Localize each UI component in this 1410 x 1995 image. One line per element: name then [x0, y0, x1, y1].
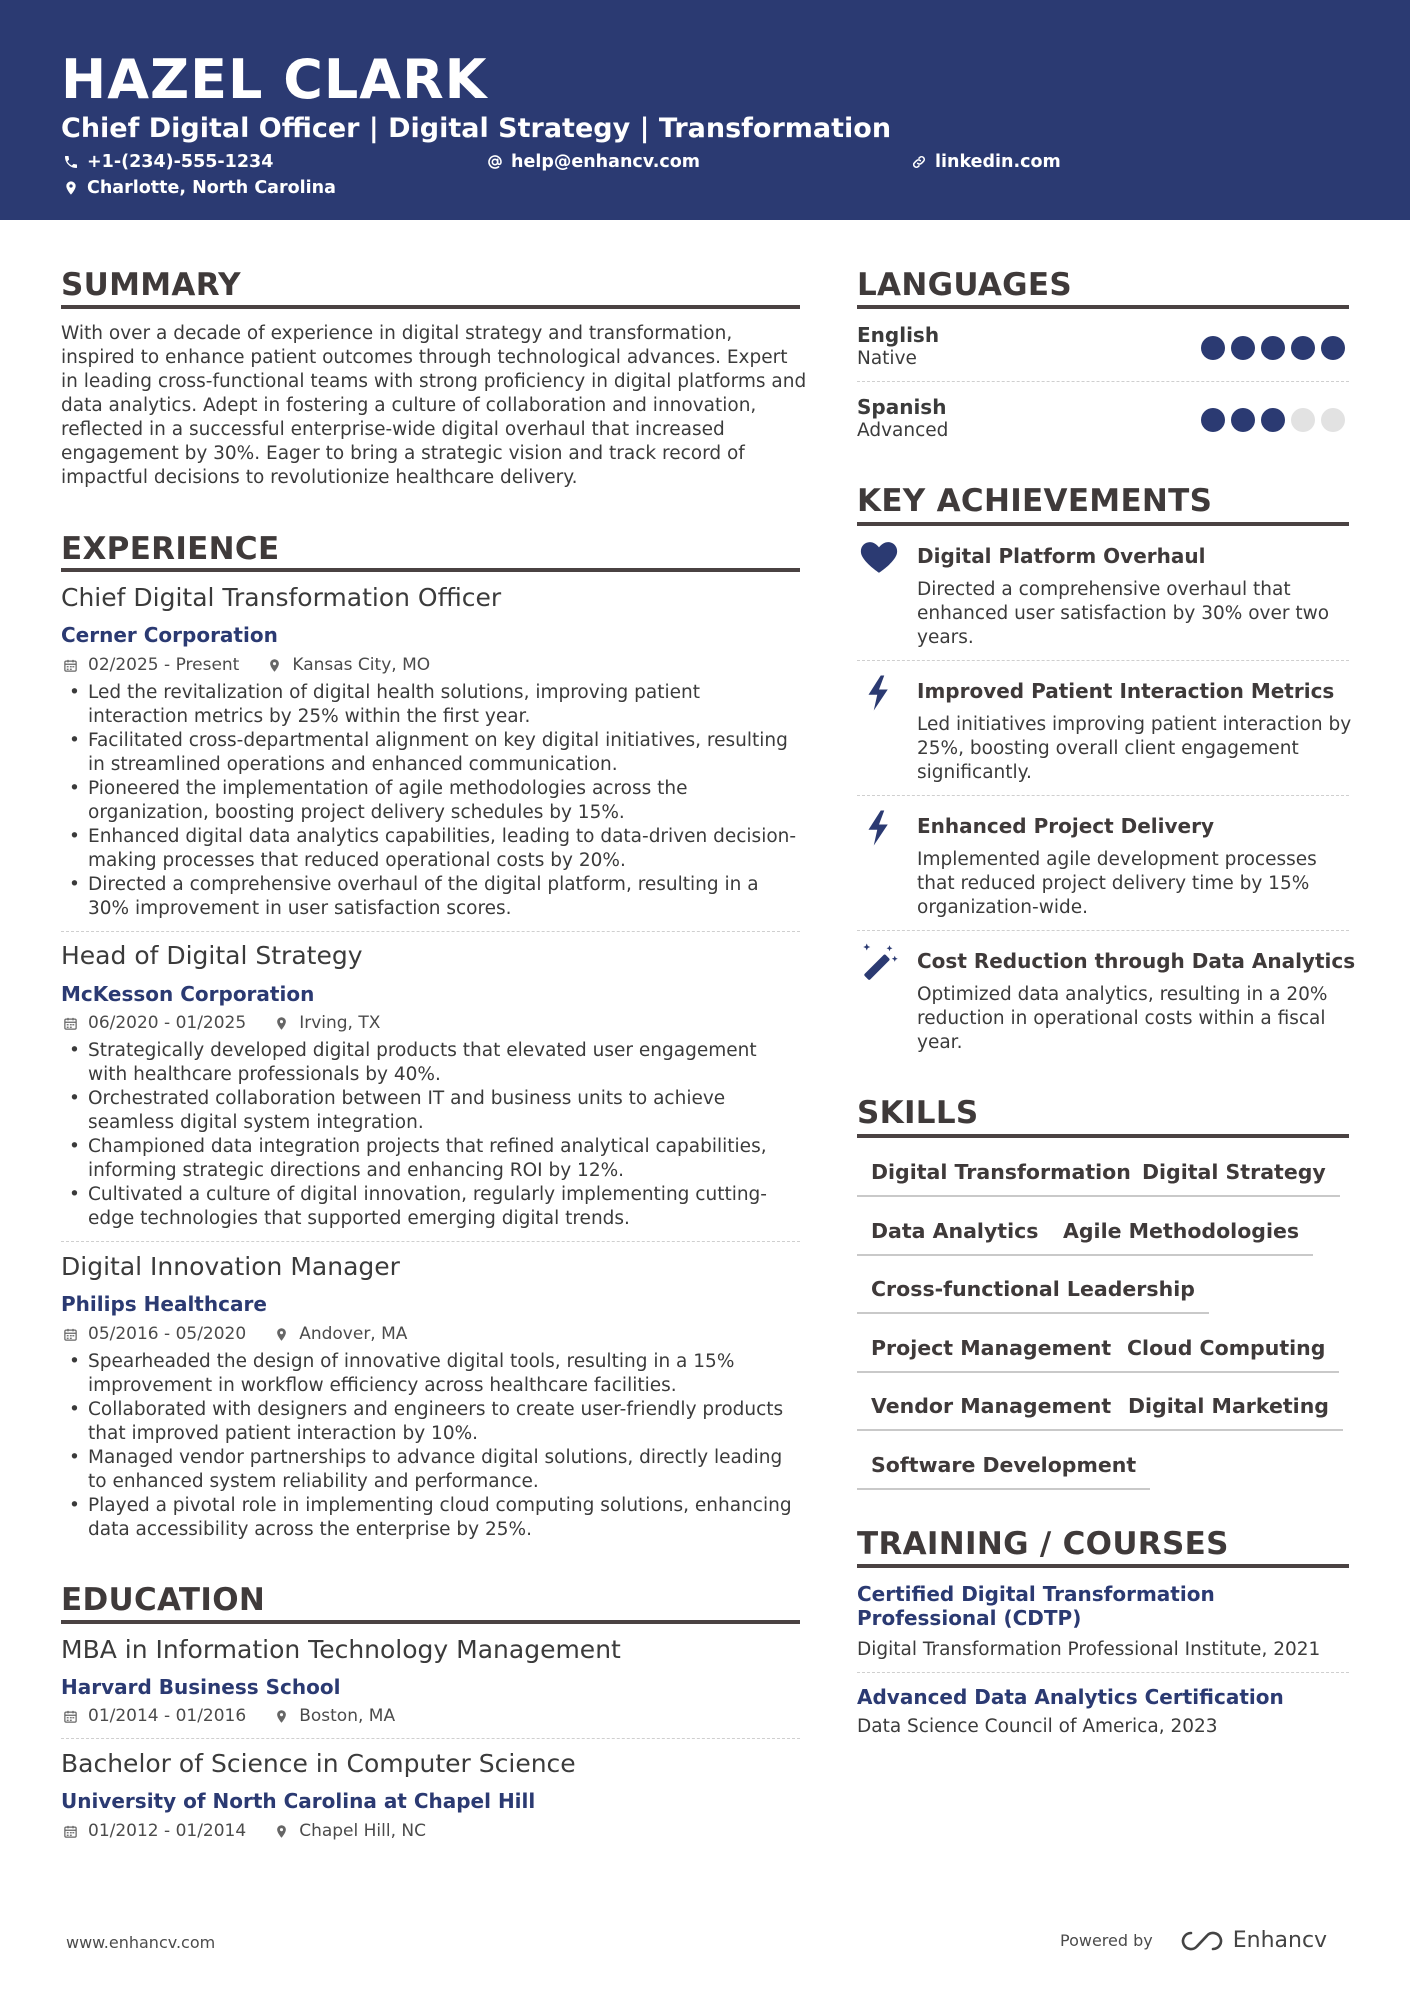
job-dates: 05/2016 - 05/2020 — [88, 1324, 247, 1344]
language-name: Spanish — [857, 395, 947, 419]
job-meta — [63, 1323, 407, 1345]
summary-heading: SUMMARY — [61, 267, 241, 303]
language-divider — [857, 381, 1349, 382]
footer-website[interactable]: www.enhancv.com — [66, 1933, 216, 1952]
link-icon — [911, 154, 927, 170]
bullet-item: • Played a pivotal role in implementing cloud computing solutions, enhancing data accessibility across the enterprise by 25%. — [61, 1494, 801, 1542]
calendar-icon — [63, 1327, 78, 1342]
skills-rule — [857, 1134, 1349, 1138]
achievement-desc: Optimized data analytics, resulting in a 20% reduction in operational costs within a fiscal year. — [917, 984, 1328, 1053]
skills-heading: SKILLS — [857, 1095, 979, 1131]
education-dates: 01/2012 - 01/2014 — [88, 1821, 247, 1841]
linkedin-contact[interactable] — [911, 151, 1061, 173]
achievement-desc: Led initiatives improving patient interaction by 25%, boosting overall client engagement significantly. — [917, 714, 1352, 783]
job-location-text: Irving, TX — [299, 1013, 381, 1033]
bullet-item: • Managed vendor partnerships to advance digital solutions, directly leading to enhanced system reliability and performance. — [61, 1446, 801, 1494]
bullet-item: • Orchestrated collaboration between IT and business units to achieve seamless digital system integration. — [61, 1087, 801, 1135]
job-meta — [63, 1012, 380, 1034]
magic-wand-icon — [858, 940, 900, 982]
job-location-text: Andover, MA — [299, 1324, 408, 1344]
calendar-icon — [63, 1709, 78, 1724]
job-location-text: Kansas City, MO — [292, 655, 431, 675]
experience-heading: EXPERIENCE — [61, 531, 280, 567]
education-heading: EDUCATION — [61, 1582, 266, 1618]
rating-dot-filled — [1231, 408, 1255, 432]
skill-tag: Data Analytics — [857, 1218, 1052, 1256]
education-divider — [61, 1738, 800, 1739]
company-name: McKesson Corporation — [61, 982, 315, 1006]
school-name: University of North Carolina at Chapel Hill — [61, 1789, 536, 1813]
education-location-text: Chapel Hill, NC — [299, 1821, 426, 1841]
achievement-title: Digital Platform Overhaul — [917, 544, 1206, 568]
rating-dot-filled — [1291, 336, 1315, 360]
summary-text: With over a decade of experience in digital strategy and transformation, inspired to enhance patient outcomes through technological advances. Expert in leading cross-functional teams with strong proficiency in digital platforms and data analytics. Adept in fostering a culture of collaboration and innovation, reflected in a successful enterprise-wide digital overhaul that increased engagement by 30%. Eager to bring a strategic vision and track record of impactful decisions to revolutionize healthcare delivery. — [61, 323, 807, 488]
job-location — [274, 1323, 407, 1345]
rating-dot-empty — [1291, 408, 1315, 432]
language-level: Native — [857, 348, 917, 369]
email-contact[interactable] — [487, 151, 700, 173]
phone-icon — [63, 154, 79, 170]
job-dates: 06/2020 - 01/2025 — [88, 1013, 247, 1033]
resume-header — [0, 0, 1410, 220]
lightning-icon — [858, 672, 900, 714]
skill-tag: Digital Marketing — [1114, 1393, 1343, 1431]
degree-title: Bachelor of Science in Computer Science — [61, 1749, 576, 1778]
course-title: Certified Digital Transformation Professional (CDTP) — [857, 1582, 1215, 1630]
linkedin-text: linkedin.com — [935, 152, 1061, 172]
skill-tag: Cloud Computing — [1113, 1335, 1339, 1373]
course-provider: Digital Transformation Professional Institute, 2021 — [857, 1639, 1321, 1660]
location-text: Charlotte, North Carolina — [87, 178, 336, 198]
language-rating — [1201, 336, 1345, 360]
rating-dot-filled — [1261, 336, 1285, 360]
bullet-item: • Facilitated cross-departmental alignment on key digital initiatives, resulting in streamlined operations and enhanced communication. — [61, 729, 801, 777]
map-pin-icon — [274, 1824, 289, 1839]
bullet-item: • Cultivated a culture of digital innovation, regularly implementing cutting-edge technologies that supported emerging digital trends. — [61, 1183, 801, 1231]
job-title: Head of Digital Strategy — [61, 941, 363, 970]
calendar-icon — [63, 1016, 78, 1031]
achievement-divider — [857, 660, 1349, 661]
map-pin-icon — [63, 180, 79, 196]
job-title: Digital Innovation Manager — [61, 1252, 400, 1281]
map-pin-icon — [274, 1016, 289, 1031]
calendar-icon — [63, 1824, 78, 1839]
languages-rule — [857, 305, 1349, 309]
training-rule — [857, 1564, 1349, 1568]
degree-title: MBA in Information Technology Management — [61, 1635, 621, 1664]
skill-tag: Cross-functional Leadership — [857, 1276, 1209, 1314]
course-divider — [857, 1672, 1349, 1673]
language-level: Advanced — [857, 420, 949, 441]
skill-tag: Project Management — [857, 1335, 1125, 1373]
education-meta — [63, 1705, 395, 1727]
enhancv-logo-icon — [1179, 1929, 1225, 1953]
job-bullets — [61, 681, 801, 921]
job-divider — [61, 931, 800, 932]
job-title: Chief Digital Transformation Officer — [61, 583, 502, 612]
rating-dot-filled — [1231, 336, 1255, 360]
job-dates: 02/2025 - Present — [88, 655, 240, 675]
map-pin-icon — [274, 1327, 289, 1342]
education-meta — [63, 1820, 426, 1842]
enhancv-logo-text: Enhancv — [1232, 1928, 1328, 1953]
rating-dot-filled — [1201, 336, 1225, 360]
heart-icon — [858, 536, 900, 578]
bullet-item: • Directed a comprehensive overhaul of the digital platform, resulting in a 30% improvement in user satisfaction scores. — [61, 873, 801, 921]
education-location-text: Boston, MA — [299, 1706, 396, 1726]
location-contact — [63, 177, 336, 199]
candidate-name: HAZEL CLARK — [61, 48, 488, 111]
job-bullets — [61, 1350, 801, 1542]
languages-heading: LANGUAGES — [857, 267, 1072, 303]
training-heading: TRAINING / COURSES — [857, 1526, 1229, 1562]
calendar-icon — [63, 658, 78, 673]
achievement-title: Cost Reduction through Data Analytics — [917, 949, 1356, 973]
company-name: Philips Healthcare — [61, 1292, 267, 1316]
enhancv-logo — [1179, 1928, 1327, 1953]
bullet-item: • Strategically developed digital products that elevated user engagement with healthcare professionals by 40%. — [61, 1039, 801, 1087]
experience-rule — [61, 568, 800, 572]
bullet-item: • Led the revitalization of digital health solutions, improving patient interaction metrics by 25% within the first year. — [61, 681, 801, 729]
at-sign-icon — [487, 154, 503, 170]
summary-rule — [61, 305, 800, 309]
map-pin-icon — [274, 1709, 289, 1724]
achievements-heading: KEY ACHIEVEMENTS — [857, 483, 1213, 519]
education-dates: 01/2014 - 01/2016 — [88, 1706, 247, 1726]
job-location — [274, 1012, 380, 1034]
skill-tag: Software Development — [857, 1452, 1150, 1490]
powered-by-text: Powered by — [1060, 1931, 1153, 1950]
achievements-rule — [857, 522, 1349, 526]
phone-contact[interactable] — [63, 151, 273, 173]
job-meta — [63, 654, 430, 676]
achievement-desc: Implemented agile development processes that reduced project delivery time by 15% organization-wide. — [917, 849, 1317, 918]
phone-text: +1-(234)-555-1234 — [87, 152, 274, 172]
bullet-item: • Enhanced digital data analytics capabilities, leading to data-driven decision-making processes that reduced operational costs by 20%. — [61, 825, 801, 873]
bullet-item: • Pioneered the implementation of agile methodologies across the organization, boosting project delivery schedules by 15%. — [61, 777, 801, 825]
language-name: English — [857, 323, 940, 347]
lightning-icon — [858, 807, 900, 849]
course-title: Advanced Data Analytics Certification — [857, 1685, 1284, 1709]
rating-dot-filled — [1261, 408, 1285, 432]
skill-tag: Agile Methodologies — [1049, 1218, 1313, 1256]
language-rating — [1201, 408, 1345, 432]
candidate-title: Chief Digital Officer | Digital Strategy | Transformation — [61, 113, 892, 144]
achievement-divider — [857, 930, 1349, 931]
skill-tag: Vendor Management — [857, 1393, 1125, 1431]
course-provider: Data Science Council of America, 2023 — [857, 1716, 1218, 1737]
education-location — [274, 1705, 395, 1727]
education-rule — [61, 1620, 800, 1624]
achievement-desc: Directed a comprehensive overhaul that enhanced user satisfaction by 30% over two years. — [917, 579, 1330, 648]
achievement-divider — [857, 795, 1349, 796]
footer-branding — [1060, 1928, 1327, 1953]
rating-dot-empty — [1321, 408, 1345, 432]
bullet-item: • Championed data integration projects that refined analytical capabilities, informing strategic directions and enhancing ROI by 12%. — [61, 1135, 801, 1183]
bullet-item: • Spearheaded the design of innovative digital tools, resulting in a 15% improvement in workflow efficiency across healthcare facilities. — [61, 1350, 801, 1398]
rating-dot-filled — [1201, 408, 1225, 432]
job-bullets — [61, 1039, 801, 1231]
skill-tag: Digital Transformation — [857, 1159, 1145, 1197]
achievement-title: Enhanced Project Delivery — [917, 814, 1215, 838]
job-divider — [61, 1241, 800, 1242]
map-pin-icon — [267, 658, 282, 673]
bullet-item: • Collaborated with designers and engineers to create user-friendly products that improved patient interaction by 10%. — [61, 1398, 801, 1446]
skill-tag: Digital Strategy — [1128, 1159, 1340, 1197]
rating-dot-filled — [1321, 336, 1345, 360]
education-location — [274, 1820, 426, 1842]
job-location — [267, 654, 430, 676]
email-text: help@enhancv.com — [511, 152, 701, 172]
achievement-title: Improved Patient Interaction Metrics — [917, 679, 1335, 703]
school-name: Harvard Business School — [61, 1675, 341, 1699]
company-name: Cerner Corporation — [61, 623, 278, 647]
